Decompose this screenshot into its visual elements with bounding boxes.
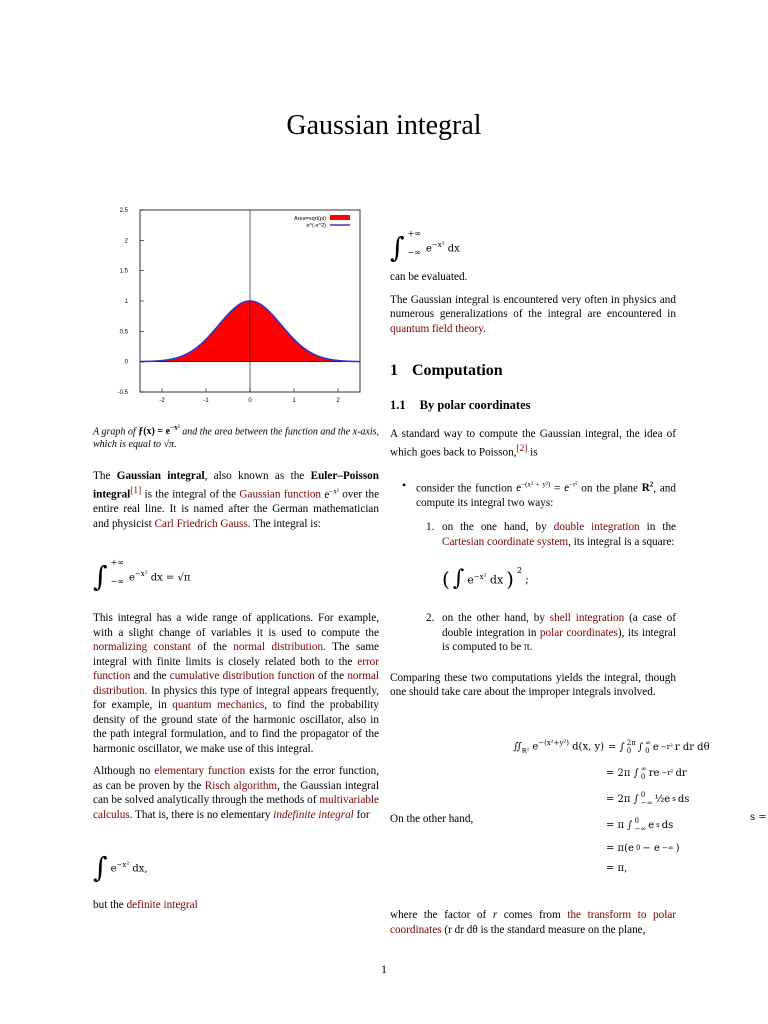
definite-integral-paragraph: but the definite integral bbox=[93, 899, 198, 912]
x-tick-label: 0 bbox=[248, 398, 252, 404]
polar-transform-paragraph: where the factor of r comes from the transform to polar coordinates (r dr dθ is the standard measure on the plane, bbox=[390, 909, 677, 936]
page-number: 1 bbox=[381, 962, 387, 976]
polar-coordinates-link[interactable]: polar coordinates bbox=[539, 626, 618, 639]
overflow-s-label: s = bbox=[750, 812, 767, 823]
normal-distribution-link-2[interactable]: normal distribution bbox=[93, 670, 380, 697]
enum-item-1: 1. on the one hand, by double integration in the Cartesian coordinate system, its integral is a square: bbox=[426, 521, 677, 548]
gaussian-chart bbox=[100, 200, 370, 410]
shell-integration-link[interactable]: shell integration bbox=[549, 612, 625, 625]
y-tick-label: 1 bbox=[124, 299, 128, 305]
legend-label: e^(-x^2) bbox=[306, 223, 326, 229]
on-other-hand-label: On the other hand, bbox=[390, 813, 474, 825]
equation-indefinite: ∫ $e^{-x^2}$ dx, bbox=[93, 851, 148, 885]
applications-paragraph: This integral has a wide range of applications. For example, with a slight change of variables it is used to compute the normalizing constant of the normal distribution. The same integral with finite limits is closely related both to the error function and the cumulative distribution function of the normal distribution. In physics this type of integral appears frequently, for example, in quantum mechanics, to find the probability density of the ground state of the harmonic oscillator, also in the path integral formulation, and to find the propagator of the harmonic oscillator, we make use of this integral. bbox=[93, 612, 380, 755]
normalizing-constant-link[interactable]: normalizing constant bbox=[93, 641, 191, 654]
cartesian-link[interactable]: Cartesian coordinate system bbox=[442, 535, 569, 548]
right-column bbox=[390, 226, 676, 700]
section-heading: 1 Computation bbox=[390, 362, 503, 379]
risch-algorithm-link[interactable]: Risch algorithm bbox=[204, 779, 278, 792]
elementary-function-link[interactable]: elementary function bbox=[154, 765, 246, 778]
qft-paragraph: The Gaussian integral is encountered very often in physics and numerous generalizations of the integral are encountered in quantum field theory. bbox=[390, 293, 676, 335]
y-tick-label: 2 bbox=[124, 238, 128, 245]
gaussian-function-link[interactable]: Gaussian function bbox=[239, 488, 322, 501]
qft-link[interactable]: quantum field theory bbox=[390, 322, 484, 335]
risch-paragraph: Although no elementary function exists for the error function, as can be proven by the Risch algorithm, the Gaussian integral can be solved analytically through the methods of multivariable calculus. That is, there is no elementary indefinite integral for bbox=[93, 765, 380, 821]
y-tick-label: 2.5 bbox=[119, 208, 128, 214]
y-tick-label: -0.5 bbox=[117, 390, 128, 396]
derivation-row: = 2π ∫ ∞ 0 re −r² dr bbox=[606, 765, 687, 781]
x-tick-label: 1 bbox=[292, 398, 296, 404]
evaluated-paragraph: can be evaluated. bbox=[390, 271, 468, 283]
legend-swatch bbox=[330, 215, 350, 220]
enum-item-2: 2. on the other hand, by shell integration (a case of double integration in polar coordinates), its integral is computed to be π. bbox=[426, 612, 677, 654]
x-tick-label: 2 bbox=[336, 398, 340, 404]
subsection-heading: 1.1 By polar coordinates bbox=[390, 398, 531, 412]
left-column bbox=[93, 422, 379, 913]
derivation-row: = π(e 0 − e −∞ ) bbox=[606, 842, 680, 854]
polar-derivation bbox=[482, 734, 768, 878]
normal-distribution-link[interactable]: normal distribution bbox=[233, 641, 324, 654]
multivariable-calculus-link[interactable]: multivariable calculus bbox=[93, 794, 380, 821]
bullet-consider: • consider the function $e^{-(x^2 + y^2)} = e^{-r^2}$ on the plane $R^2$, and compute its integral two ways: bbox=[390, 478, 676, 511]
ref-2-link[interactable]: [2] bbox=[516, 443, 528, 454]
indefinite-integral-link[interactable]: indefinite integral bbox=[273, 808, 354, 821]
gauss-link[interactable]: Carl Friedrich Gauss bbox=[154, 517, 248, 530]
definite-integral-link[interactable]: definite integral bbox=[126, 899, 198, 912]
equation-top: ∫ +∞ −∞ $e^{-x^2}$ dx bbox=[390, 229, 460, 264]
x-tick-label: -2 bbox=[159, 398, 165, 404]
y-tick-label: 0.5 bbox=[119, 329, 128, 336]
ref-1-link[interactable]: [1] bbox=[130, 485, 142, 496]
equation-gaussian-integral: ∫ +∞ −∞ $e^{-x^2}$ dx = √π bbox=[93, 558, 191, 594]
error-function-link[interactable]: error function bbox=[93, 655, 380, 683]
legend-label: Area=sqrt(pi) bbox=[294, 216, 326, 222]
polar-transform-link[interactable]: the transform to polar coordinates bbox=[390, 909, 677, 936]
equation-square: ( ∫ $e^{-x^2}$ dx ) $^2$ ; bbox=[442, 565, 529, 592]
figure-caption: A graph of ƒ(x) = $e^{-x^2}$ and the area between the function and the x-axis, which is equal to √π. bbox=[93, 424, 380, 451]
cdf-link[interactable]: cumulative distribution function bbox=[169, 670, 315, 683]
page-title: Gaussian integral bbox=[286, 110, 482, 141]
quantum-mechanics-link[interactable]: quantum mechanics bbox=[172, 699, 265, 712]
derivation-row: $∬_{ℝ^2}$ $e^{-(x^2+y^2)}$ d(x, y) = ∫ 2π 0 ∫ ∞ 0 e −r² r dr dθ bbox=[513, 739, 710, 755]
derivation-row: = π ∫ 0 −∞ e s ds bbox=[606, 817, 674, 833]
polar-intro-paragraph: A standard way to compute the Gaussian integral, the idea of which goes back to Poisson,[2] is bbox=[390, 428, 676, 459]
double-integration-link[interactable]: double integration bbox=[553, 521, 640, 534]
derivation-row: = 2π ∫ 0 −∞ ½e s ds bbox=[606, 791, 690, 807]
y-tick-label: 0 bbox=[124, 359, 128, 366]
y-tick-label: 1.5 bbox=[119, 268, 128, 275]
derivation-row: = π, bbox=[606, 862, 628, 874]
intro-paragraph: The Gaussian integral, also known as the Euler–Poisson integral[1] is the integral of the Gaussian function $e^{-x^2}$ over the entire real line. It is named after the German mathematician and physicist Carl Friedrich Gauss. The integral is: bbox=[93, 470, 380, 530]
x-tick-label: -1 bbox=[203, 398, 209, 404]
comparing-paragraph: Comparing these two computations yields the integral, though one should take care about the improper integrals involved. bbox=[390, 671, 676, 699]
